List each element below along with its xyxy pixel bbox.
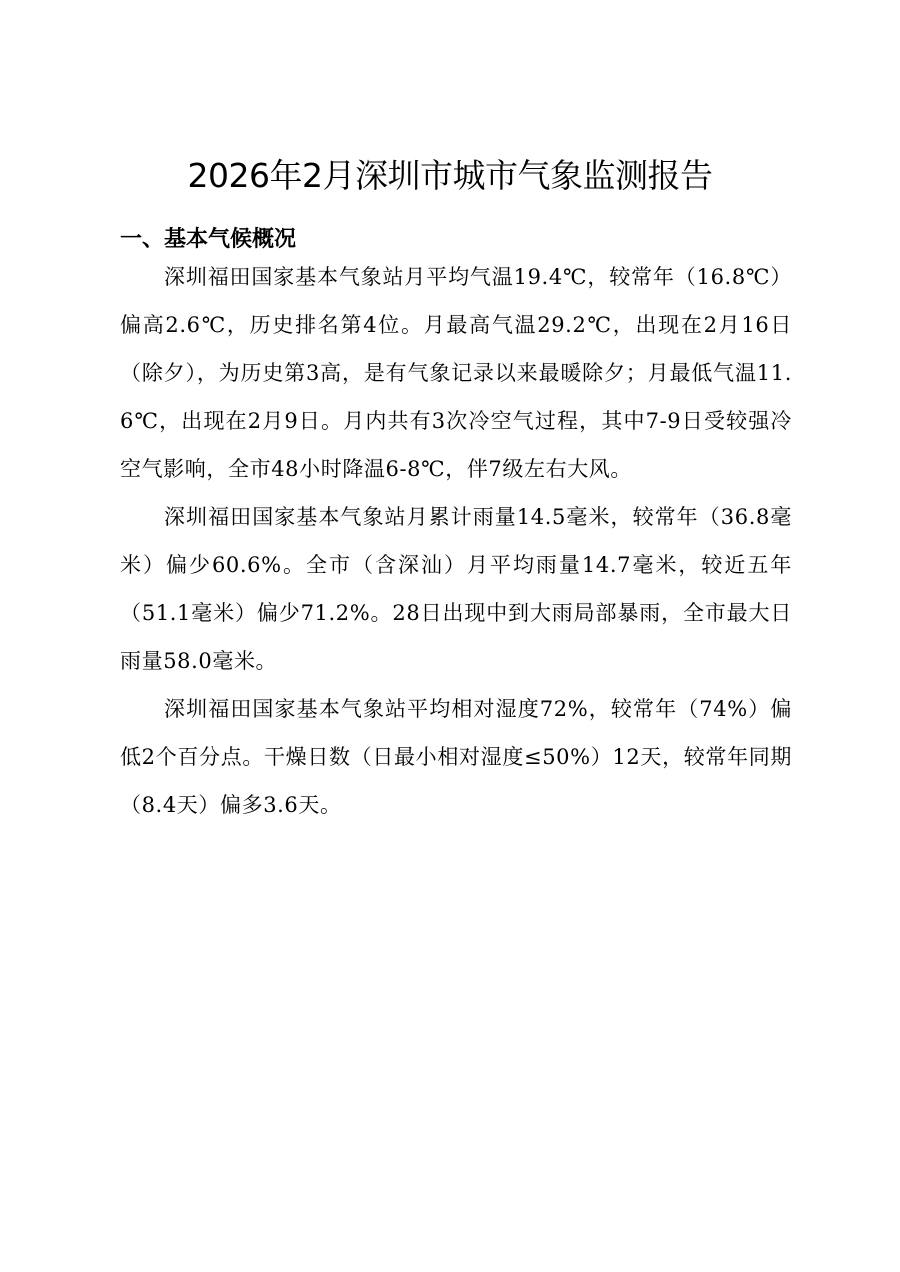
paragraph-rainfall: 深圳福田国家基本气象站月累计雨量14.5毫米，较常年（36.8毫米）偏少60.6%。全市（含深汕）月平均雨量14.7毫米，较近五年（51.1毫米）偏少71.2%。28日出现中到大雨局部暴雨，全市最大日雨量58.0毫米。 [120, 505, 792, 673]
section-heading: 一、基本气候概况 [120, 227, 297, 253]
page-title: 2026年2月深圳市城市气象监测报告 [187, 156, 713, 196]
paragraph-temperature: 深圳福田国家基本气象站月平均气温19.4℃，较常年（16.8℃）偏高2.6℃，历史排名第4位。月最高气温29.2℃，出现在2月16日（除夕），为历史第3高，是有气象记录以来最暖除夕；月最低气温11.6℃，出现在2月9日。月内共有3次冷空气过程，其中7-9日受较强冷空气影响，全市48小时降温6-8℃，伴7级左右大风。 [120, 265, 792, 481]
paragraph-humidity: 深圳福田国家基本气象站平均相对湿度72%，较常年（74%）偏低2个百分点。干燥日数（日最小相对湿度≤50%）12天，较常年同期（8.4天）偏多3.6天。 [120, 697, 792, 817]
section-body [120, 253, 792, 829]
